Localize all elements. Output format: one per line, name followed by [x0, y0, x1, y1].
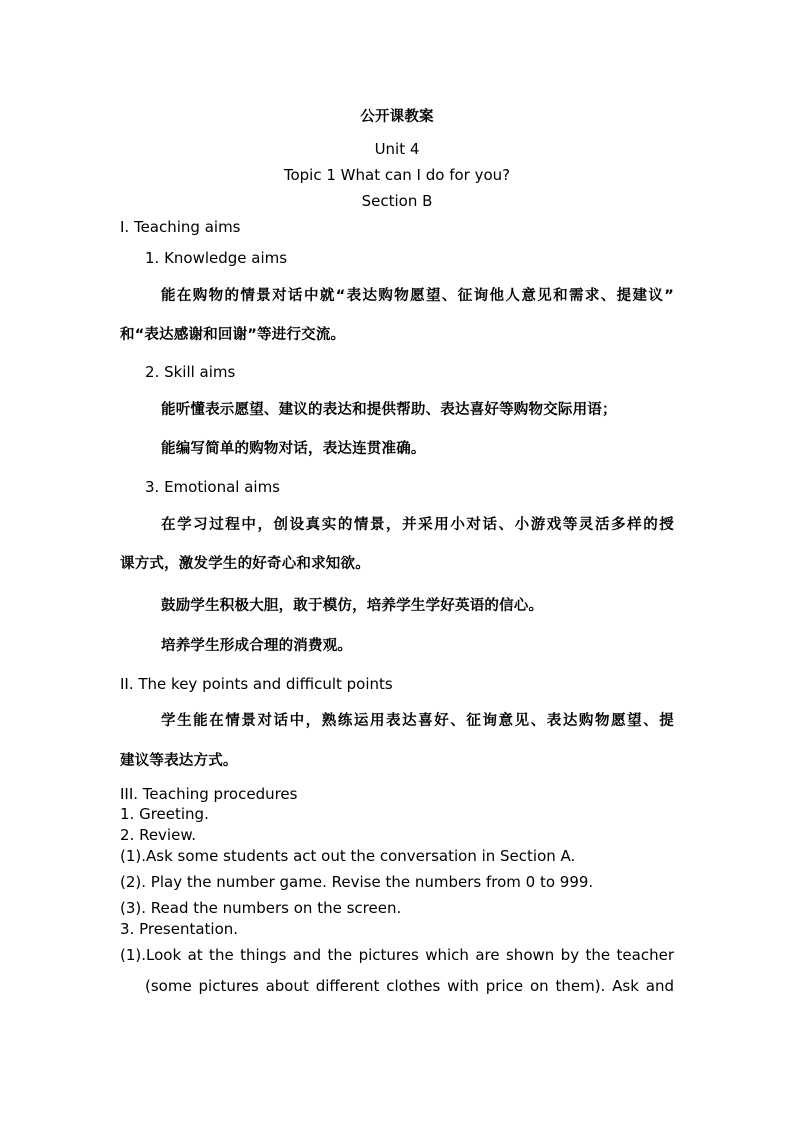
knowledge-aims-heading: 1. Knowledge aims: [145, 249, 288, 267]
document-title: 公开课教案: [360, 109, 434, 125]
emotional-aims-line-4: 培养学生形成合理的消费观。: [161, 638, 353, 654]
skill-aims-line-1: 能听懂表示愿望、建议的表达和提供帮助、表达喜好等购物交际用语；: [161, 402, 617, 418]
skill-aims-heading: 2. Skill aims: [145, 363, 236, 381]
procedure-review: 2. Review.: [120, 826, 196, 844]
key-points-line-2: 建议等表达方式。: [120, 753, 238, 769]
procedure-presentation-1-line-2: (some pictures about different clothes with price on them). Ask and: [145, 977, 674, 995]
skill-aims-line-2: 能编写简单的购物对话，表达连贯准确。: [161, 441, 426, 457]
section-heading: Section B: [361, 192, 433, 210]
unit-heading: Unit 4: [374, 140, 420, 158]
knowledge-aims-line-2: 和“表达感谢和回谢”等进行交流。: [120, 327, 346, 343]
emotional-aims-line-2: 课方式，激发学生的好奇心和求知欲。: [120, 556, 370, 572]
procedure-review-3: (3). Read the numbers on the screen.: [120, 899, 402, 917]
procedure-review-2: (2). Play the number game. Revise the numbers from 0 to 999.: [120, 873, 594, 891]
procedure-greeting: 1. Greeting.: [120, 805, 209, 823]
teaching-aims-heading: I. Teaching aims: [120, 218, 241, 236]
emotional-aims-heading: 3. Emotional aims: [145, 478, 280, 496]
key-points-heading: II. The key points and difficult points: [120, 675, 393, 693]
emotional-aims-line-3: 鼓励学生积极大胆，敢于模仿，培养学生学好英语的信心。: [161, 598, 544, 614]
emotional-aims-line-1: 在学习过程中，创设真实的情景，并采用小对话、小游戏等灵活多样的授: [161, 517, 674, 533]
key-points-line-1: 学生能在情景对话中，熟练运用表达喜好、征询意见、表达购物愿望、提: [161, 713, 674, 729]
topic-heading: Topic 1 What can I do for you?: [283, 166, 511, 184]
procedures-heading: III. Teaching procedures: [120, 785, 298, 803]
procedure-review-1: (1).Ask some students act out the conversation in Section A.: [120, 847, 576, 865]
knowledge-aims-line-1: 能在购物的情景对话中就“表达购物愿望、征询他人意见和需求、提建议”: [161, 288, 674, 304]
procedure-presentation-1-line-1: (1).Look at the things and the pictures which are shown by the teacher: [120, 946, 674, 964]
procedure-presentation: 3. Presentation.: [120, 920, 239, 938]
